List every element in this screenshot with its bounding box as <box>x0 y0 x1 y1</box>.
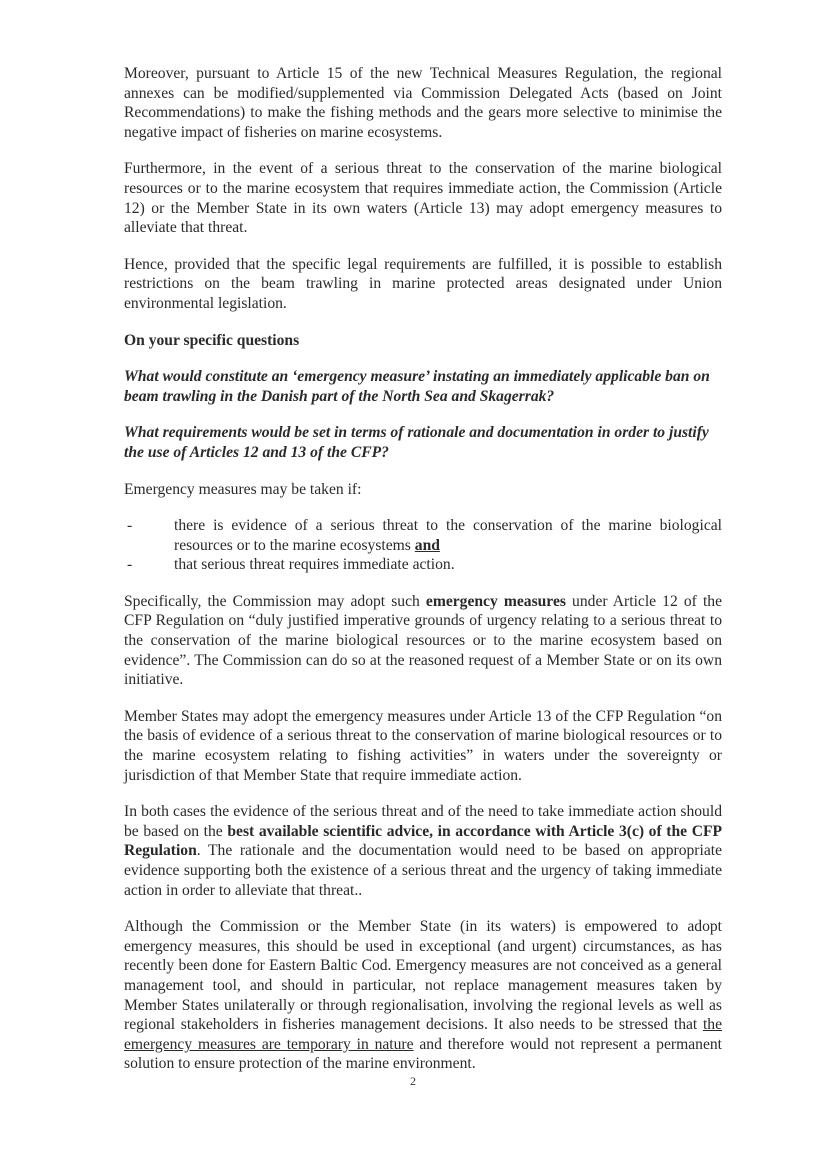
underlined-temporary: the emergency measures are temporary in nature <box>124 1016 722 1053</box>
page-number: 2 <box>410 1074 416 1088</box>
question-requirements: What requirements would be set in terms of rationale and documentation in order to justify the use of Articles 12 and 13 of the CFP? <box>124 424 709 461</box>
text-run: Although the Commission or the Member State (in its waters) is empowered to adopt emergency measures, this should be used in exceptional (and urgent) circumstances, as has recently been done for Eastern Baltic Cod. Emergency measures are not conceived as a general management tool, and should in particular, not replace management measures taken by Member States unilaterally or through regionalisation, involving the regional levels as well as regional stakeholders in fisheries management decisions. It also needs to be stressed that <box>124 918 722 1034</box>
paragraph-serious-threat: Furthermore, in the event of a serious threat to the conservation of the marine biological resources or to the marine ecosystem that requires immediate action, the Commission (Article 12) or the Member State in its own waters (Article 13) may adopt emergency measures to alleviate that threat. <box>124 160 722 237</box>
paragraph-technical-measures: Moreover, pursuant to Article 15 of the new Technical Measures Regulation, the regional annexes can be modified/supplemented via Commission Delegated Acts (based on Joint Recommendations) to make the fishing methods and the gears more selective to minimise the negative impact of fisheries on marine ecosystems. <box>124 65 722 141</box>
document-body <box>124 64 722 1091</box>
text-run: In both cases the evidence of the serious threat and of the need to take immediate action should be based on the <box>124 803 722 840</box>
paragraph-conditions-intro: Emergency measures may be taken if: <box>124 480 362 498</box>
list-item-text: that serious threat requires immediate action. <box>174 556 455 574</box>
section-heading: On your specific questions <box>124 331 300 349</box>
list-dash: - <box>127 517 133 535</box>
paragraph-exceptional-use <box>124 917 722 1074</box>
paragraph-member-states-article-13: Member States may adopt the emergency measures under Article 13 of the CFP Regulation “on the basis of evidence of a serious threat to the conservation of marine biological resources or to the marine ecosystem relating to fishing activities” in waters under the sovereignty or jurisdiction of that Member State that require immediate action. <box>124 707 722 784</box>
list-item-text: there is evidence of a serious threat to the conservation of the marine biological resources or to the marine ecosystems <box>174 517 722 554</box>
list-item <box>124 516 722 555</box>
text-run: and therefore would not represent a permanent solution to ensure protection of the marine environment. <box>124 1035 722 1073</box>
list-dash: - <box>127 556 133 574</box>
text-run: . The rationale and the documentation would need to be based on appropriate evidence supporting both the existence of a serious threat and the urgency of taking immediate action in order to alleviate that threat.. <box>124 842 722 899</box>
text-run: Specifically, the Commission may adopt such <box>124 592 426 610</box>
emphasis-and: and <box>414 536 440 554</box>
list-item <box>124 555 722 575</box>
conditions-list <box>124 516 722 575</box>
question-emergency-measure: What would constitute an ‘emergency measure’ instating an immediately applicable ban on beam trawling in the Danish part of the North Sea and Skagerrak? <box>124 368 710 405</box>
paragraph-restrictions: Hence, provided that the specific legal requirements are fulfilled, it is possible to establish restrictions on the beam trawling in marine protected areas designated under Union environmental legislation. <box>124 255 722 312</box>
paragraph-commission-article-12 <box>124 592 722 690</box>
paragraph-evidence <box>124 802 722 900</box>
bold-emergency-measures: emergency measures <box>425 592 566 610</box>
bold-scientific-advice: best available scientific advice, in accordance with Article 3(c) of the CFP Regulation <box>124 822 723 860</box>
text-run: under Article 12 of the CFP Regulation on “duly justified imperative grounds of urgency relating to a serious threat to the conservation of the marine biological resources or to the marine ecosystem based on evidence”. The Commission can do so at the reasoned request of a Member State or on its own initiative. <box>124 592 722 689</box>
